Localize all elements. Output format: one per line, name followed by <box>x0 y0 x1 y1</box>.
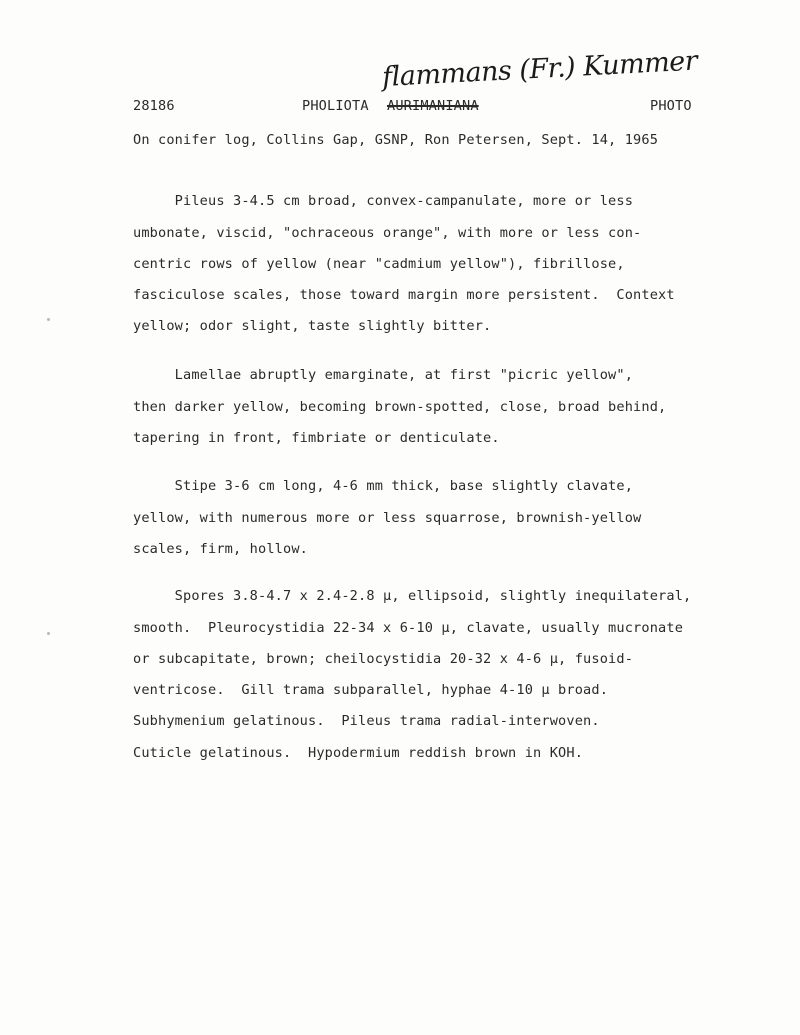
stipe-line-2: yellow, with numerous more or less squarrose, brownish-yellow <box>133 510 642 526</box>
accession-number: 28186 <box>133 98 175 114</box>
pileus-line-5: yellow; odor slight, taste slightly bitter. <box>133 318 492 334</box>
stipe-line-3: scales, firm, hollow. <box>133 541 309 557</box>
pileus-line-1: Pileus 3-4.5 cm broad, convex-campanulate, more or less <box>133 193 634 209</box>
pileus-line-2: umbonate, viscid, "ochraceous orange", with more or less con- <box>133 225 642 241</box>
spores-line-2: smooth. Pleurocystidia 22-34 x 6-10 μ, clavate, usually mucronate <box>133 620 684 636</box>
lamellae-line-1: Lamellae abruptly emarginate, at first "picric yellow", <box>133 367 634 383</box>
pileus-line-3: centric rows of yellow (near "cadmium yellow"), fibrillose, <box>133 256 625 272</box>
spores-line-3: or subcapitate, brown; cheilocystidia 20-32 x 4-6 μ, fusoid- <box>133 651 634 667</box>
spores-line-5: Subhymenium gelatinous. Pileus trama radial-interwoven. <box>133 713 600 729</box>
collection-line: On conifer log, Collins Gap, GSNP, Ron Petersen, Sept. 14, 1965 <box>133 132 659 148</box>
spores-line-6: Cuticle gelatinous. Hypodermium reddish brown in KOH. <box>133 745 584 761</box>
scan-speck <box>47 318 50 321</box>
struck-epithet: AURIMANIANA <box>387 98 479 114</box>
spores-line-1: Spores 3.8-4.7 x 2.4-2.8 μ, ellipsoid, slightly inequilateral, <box>133 588 692 604</box>
photo-label: PHOTO <box>650 98 692 114</box>
scan-speck <box>47 632 50 635</box>
genus-name: PHOLIOTA <box>302 98 369 114</box>
handwritten-correction: flammans (Fr.) Kummer <box>381 45 698 93</box>
lamellae-line-2: then darker yellow, becoming brown-spotted, close, broad behind, <box>133 399 667 415</box>
stipe-line-1: Stipe 3-6 cm long, 4-6 mm thick, base slightly clavate, <box>133 478 634 494</box>
spores-line-4: ventricose. Gill trama subparallel, hyphae 4-10 μ broad. <box>133 682 609 698</box>
pileus-line-4: fasciculose scales, those toward margin more persistent. Context <box>133 287 675 303</box>
lamellae-line-3: tapering in front, fimbriate or denticulate. <box>133 430 500 446</box>
